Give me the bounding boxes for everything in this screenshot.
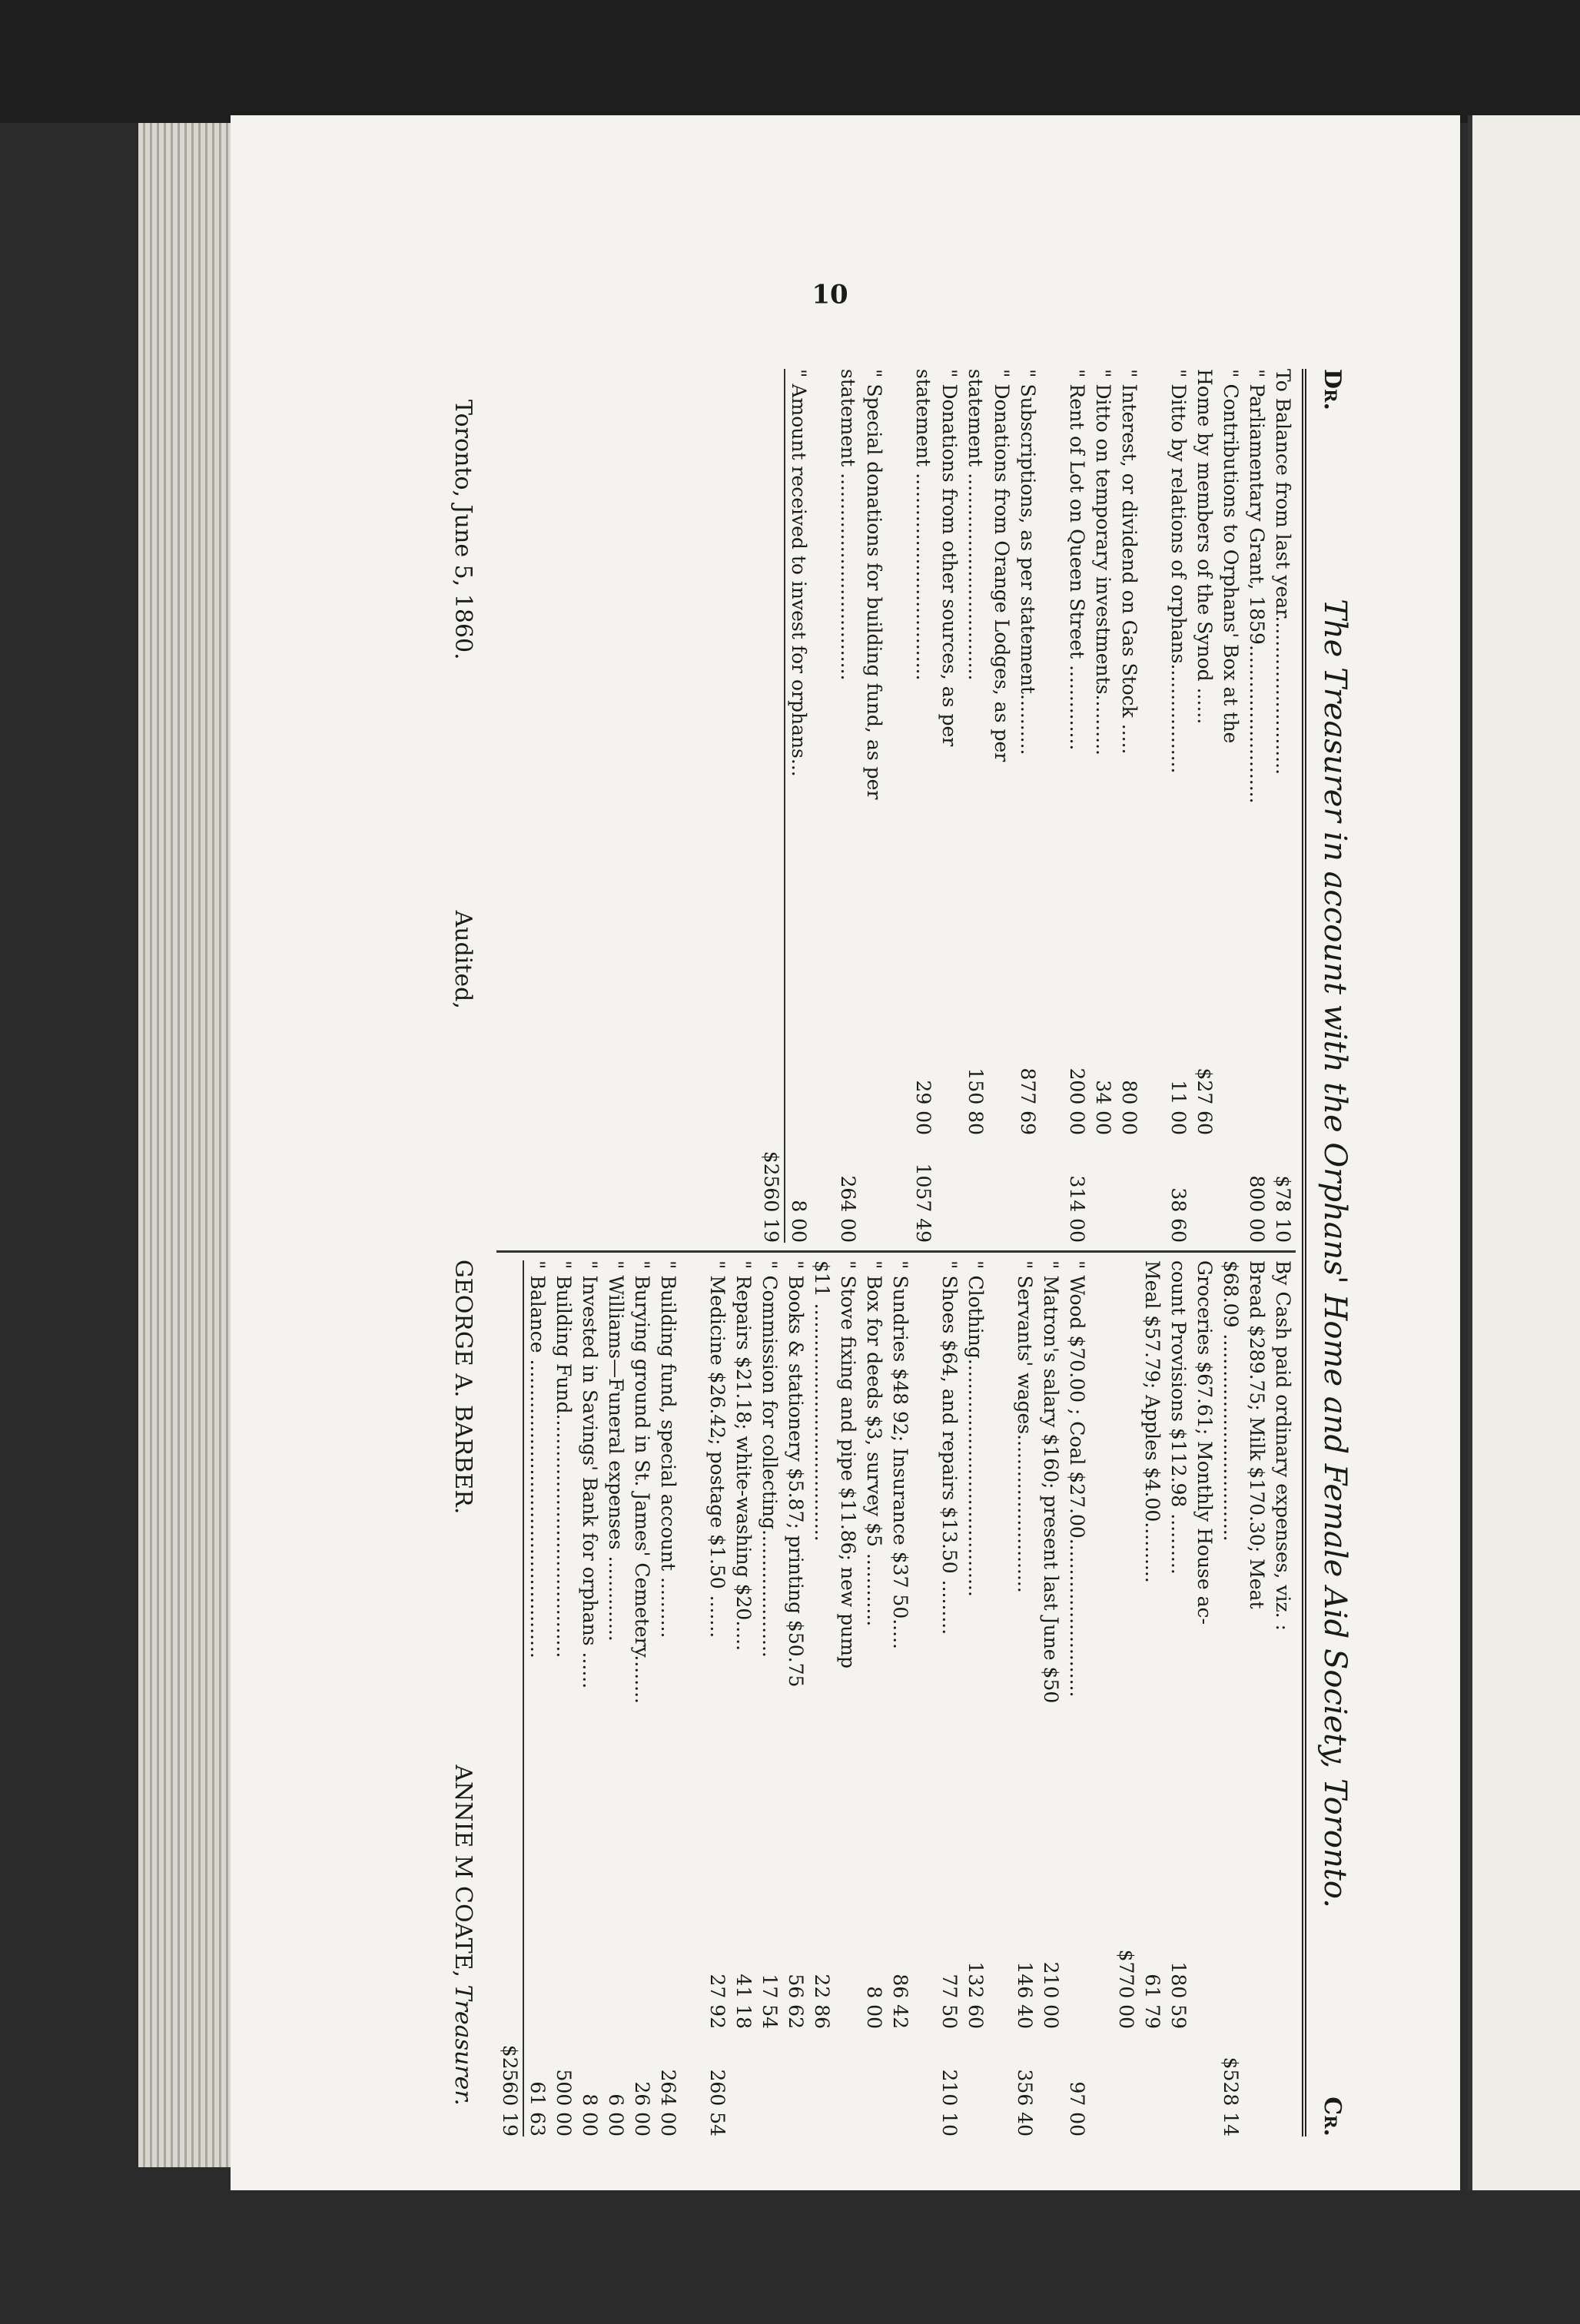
entry-text: " Commission for collecting..................... (758, 1260, 781, 1658)
page-number: 10 (812, 279, 848, 310)
ledger-row (602, 1260, 629, 2136)
ledger-row (962, 369, 988, 1243)
entry-text: " Donations from Orange Lodges, as per (991, 369, 1013, 762)
entry-text: " Subscriptions, as per statement.......... (1017, 369, 1039, 755)
entry-subamount: 22 86 (811, 1974, 833, 2029)
treasurer-signature (450, 1765, 476, 2106)
entry-subamount: 8 00 (863, 1986, 885, 2029)
entry-subamount: 41 18 (732, 1974, 755, 2029)
entry-amount (1191, 2029, 1217, 2136)
entry-amount (1014, 1135, 1041, 1243)
ledger-row (1217, 1260, 1243, 2136)
entry-subamount: $27 60 (1193, 1067, 1216, 1135)
entry-amount (782, 2029, 808, 2136)
entry-text: " Donations from other sources, as per (938, 369, 961, 747)
entry-text: " Wood $70.00 ; Coal $27.00.......................... (1066, 1260, 1088, 1698)
entry-amount: 264 00 (837, 1175, 859, 1243)
entry-text: " Balance ................................................. (526, 1260, 549, 1658)
entry-amount (962, 2029, 988, 2136)
entry-subamount: 56 62 (785, 1974, 807, 2029)
ledger-row (1243, 369, 1270, 1243)
ledger-row (704, 1260, 730, 2136)
facing-page-edge (1468, 115, 1580, 2190)
ledger-row (1064, 1260, 1090, 2136)
entry-amount: 1057 49 (912, 1163, 934, 1243)
ledger-row (808, 1260, 835, 2136)
entry-amount (962, 1135, 988, 1243)
ledger-row (785, 369, 812, 1243)
entry-text: " Sundries $48 92; Insurance $37 50..... (889, 1260, 911, 1649)
entry-text: statement .................................. (837, 369, 859, 681)
entry-amount: 8 00 (788, 1200, 810, 1243)
entry-text: Groceries $67.61; Monthly House ac- (1193, 1260, 1216, 1625)
ledger-row (835, 369, 861, 1243)
ledger-row (1090, 369, 1116, 1243)
ledger-row (835, 1260, 861, 2136)
entry-amount: 97 00 (1066, 2081, 1088, 2136)
ledger-row (1113, 1260, 1139, 2136)
entry-subamount (1064, 1921, 1090, 2029)
entry-amount (835, 2029, 861, 2136)
ledger-total: $2560 19 (499, 2044, 521, 2136)
entry-subamount (988, 1035, 1014, 1135)
entry-text: To Balance from last year.......................... (1272, 369, 1294, 775)
row-gap (887, 369, 910, 1243)
ledger-row (629, 1260, 655, 2136)
ledger-row (1270, 369, 1296, 1243)
entry-subamount: 27 92 (706, 1974, 729, 2029)
ledger-row (861, 1260, 887, 2136)
entry-subamount: 80 00 (1118, 1080, 1140, 1135)
entry-subamount: 210 00 (1040, 1961, 1062, 2029)
entry-amount (1243, 2029, 1270, 2136)
entry-text: statement .................................. (912, 369, 934, 681)
entry-text: " Shoes $64, and repairs $13.50 ......... (938, 1260, 961, 1635)
entry-text: " Williams—Funeral expenses .............. (605, 1260, 627, 1642)
entry-subamount (602, 1921, 629, 2029)
ledger-row (910, 369, 936, 1243)
spacer (758, 369, 784, 1035)
entry-amount: 38 60 (1167, 1187, 1190, 1243)
entry-text: " Amount received to invest for orphans... (788, 369, 810, 777)
ledger-title: The Treasurer in account with the Orphans' Home and Female Aid Society, Toronto. (1317, 599, 1353, 1908)
entry-amount (1217, 1135, 1243, 1243)
spacer (496, 1921, 523, 2029)
entry-subamount: 877 69 (1017, 1067, 1039, 1135)
entry-text: " Stove fixing and pipe $11.86; new pump (837, 1260, 859, 1668)
ledger-row (576, 1260, 602, 2136)
ledger-row (1116, 369, 1142, 1243)
rotated-ledger (207, 279, 1353, 2136)
entry-amount (1139, 2029, 1165, 2136)
dark-backdrop (0, 0, 1580, 123)
entry-text: Bread $289.75; Milk $170.30; Meat (1246, 1260, 1268, 1609)
entry-text: " Books & stationery $5.87; printing $50.75 (785, 1260, 807, 1688)
entry-text: " Burying ground in St. James' Cemetery........ (631, 1260, 653, 1704)
audited-label: Audited, (450, 910, 476, 1009)
entry-amount: 8 00 (579, 2093, 601, 2136)
entry-subamount: 17 54 (758, 1974, 781, 2029)
debit-label: Dr. (1319, 369, 1346, 410)
entry-subamount: 146 40 (1014, 1961, 1036, 2029)
entry-subamount (1191, 1921, 1217, 2029)
entry-amount (1270, 2029, 1296, 2136)
ledger-row (887, 1260, 913, 2136)
entry-amount (887, 2029, 913, 2136)
entry-text: " Building Fund........................................ (553, 1260, 575, 1658)
entry-amount: 800 00 (1246, 1175, 1268, 1243)
ledger-row (962, 1260, 988, 2136)
entry-amount (936, 1135, 962, 1243)
entry-subamount: 180 59 (1167, 1961, 1190, 2029)
ledger-row (524, 1260, 550, 2136)
entry-subamount (835, 1035, 861, 1135)
debit-column (496, 369, 1296, 1253)
ledger-row (1217, 369, 1243, 1243)
ledger-row (1270, 1260, 1296, 2136)
entry-text: " Invested in Savings' Bank for orphans ...... (579, 1260, 601, 1689)
ledger-row (1011, 1260, 1037, 2136)
entry-text: " Repairs $21.18; white-washing $20..... (732, 1260, 755, 1652)
entry-text: " Ditto on temporary investments.......... (1092, 369, 1114, 755)
entry-amount (756, 2029, 782, 2136)
ledger-row (550, 1260, 576, 2136)
ledger-row (936, 1260, 962, 2136)
entry-text: " Matron's salary $160; present last June $50 (1040, 1260, 1062, 1704)
entry-text: " Parliamentary Grant, 1859.......................... (1246, 369, 1268, 804)
treasurer-name: ANNIE M COATE, (450, 1765, 476, 1978)
entry-text (1113, 1260, 1139, 1921)
row-gap (812, 369, 835, 1243)
entry-subamount (1270, 1035, 1296, 1135)
entry-subamount (1217, 1921, 1243, 2029)
ledger-row (988, 369, 1014, 1243)
ledger-row (1064, 369, 1090, 1243)
entry-amount: $528 14 (1220, 2057, 1242, 2136)
entry-subamount (1243, 1921, 1270, 2029)
entry-text: " Rent of Lot on Queen Street .............. (1066, 369, 1088, 751)
row-gap (1041, 369, 1064, 1243)
entry-amount: 356 40 (1014, 2069, 1036, 2136)
entry-subamount: 11 00 (1167, 1080, 1190, 1135)
entry-text: $68.09 .................................. (1220, 1260, 1242, 1542)
entry-amount (988, 1135, 1014, 1243)
entry-subamount (576, 1921, 602, 2029)
entry-text: " Servants' wages.......................... (1014, 1260, 1036, 1593)
entry-amount: 260 54 (706, 2069, 729, 2136)
ledger-columns (496, 369, 1296, 2136)
entry-text: " Medicine $26.42; postage $1.50 ....... (706, 1260, 729, 1638)
ledger-row (1191, 369, 1217, 1243)
entry-text: " Contributions to Orphans' Box at the (1220, 369, 1242, 744)
entry-text: " Clothing....................................... (964, 1260, 987, 1597)
credit-column (496, 1253, 1296, 2136)
entry-subamount: 77 50 (938, 1974, 961, 2029)
ledger-footer (450, 369, 476, 2136)
ledger-total: $2560 19 (760, 1150, 782, 1243)
ledger-row (655, 1260, 681, 2136)
entry-amount: 314 00 (1066, 1175, 1088, 1243)
place-date: Toronto, June 5, 1860. (450, 400, 476, 660)
row-gap (681, 1260, 704, 2136)
entry-subamount (861, 1035, 887, 1135)
entry-subamount: 61 79 (1141, 1974, 1163, 2029)
entry-subamount: 132 60 (964, 1961, 987, 2029)
entry-subamount (936, 1035, 962, 1135)
entry-subamount: 86 42 (889, 1974, 911, 2029)
heading-rule (1302, 369, 1306, 2136)
entry-text: " Special donations for building fund, as per (863, 369, 885, 800)
entry-text: $11 ....................................... (811, 1260, 833, 1542)
credit-label: Cr. (1319, 2097, 1346, 2136)
ledger-row (1139, 1260, 1165, 2136)
ledger-total-row (758, 369, 785, 1243)
ledger-heading (1317, 369, 1353, 2136)
entry-amount (861, 2029, 887, 2136)
entry-subamount: 200 00 (1066, 1067, 1088, 1135)
entry-subamount (1243, 1035, 1270, 1135)
entry-subamount (524, 1921, 550, 2029)
ledger-row (1191, 1260, 1217, 2136)
entry-amount: 264 00 (657, 2069, 679, 2136)
entry-amount: 61 63 (526, 2081, 549, 2136)
row-gap (988, 1260, 1011, 2136)
entry-subamount: $770 00 (1115, 1949, 1137, 2029)
ledger-row (730, 1260, 756, 2136)
entry-subamount (629, 1921, 655, 2029)
entry-subamount (785, 1035, 812, 1135)
ledger-row (936, 369, 962, 1243)
entry-amount (1037, 2029, 1064, 2136)
ledger-row (1165, 369, 1191, 1243)
ledger-row (861, 369, 887, 1243)
entry-amount: 210 10 (938, 2069, 961, 2136)
entry-subamount (1217, 1035, 1243, 1135)
entry-subamount (835, 1921, 861, 2029)
entry-amount (808, 2029, 835, 2136)
entry-amount (1113, 2029, 1139, 2136)
entry-subamount: 150 80 (964, 1067, 987, 1135)
entry-amount: 500 00 (553, 2069, 575, 2136)
entry-subamount (1270, 1921, 1296, 2029)
entry-amount: 6 00 (605, 2093, 627, 2136)
entry-text: " Interest, or dividend on Gas Stock ..... (1118, 369, 1140, 755)
treasurer-title: Treasurer. (450, 1984, 476, 2106)
entry-amount (1165, 2029, 1191, 2136)
ledger-row (1165, 1260, 1191, 2136)
ledger-row (1037, 1260, 1064, 2136)
entry-text: Home by members of the Synod ...... (1193, 369, 1216, 725)
entry-amount (1116, 1135, 1142, 1243)
entry-subamount: 29 00 (912, 1080, 934, 1135)
row-gap (1090, 1260, 1113, 2136)
spacer (758, 1035, 784, 1135)
entry-amount (1090, 1135, 1116, 1243)
row-gap (913, 1260, 936, 2136)
entry-text: " Building fund, special account .......... (657, 1260, 679, 1638)
ledger-row (756, 1260, 782, 2136)
ledger-row (782, 1260, 808, 2136)
entry-text: count Provisions $112.98 .......... (1167, 1260, 1190, 1575)
entry-text: " Ditto by relations of orphans.................. (1167, 369, 1190, 774)
spacer (496, 1260, 523, 1921)
entry-text: By Cash paid ordinary expenses, viz. : (1272, 1260, 1294, 1631)
row-gap (1142, 369, 1165, 1243)
entry-amount: $78 10 (1272, 1175, 1294, 1243)
entry-text: " Box for deeds $3, survey $5 ............ (863, 1260, 885, 1627)
entry-amount (861, 1135, 887, 1243)
entry-subamount: 34 00 (1092, 1080, 1114, 1135)
entry-amount (730, 2029, 756, 2136)
ledger-row (1014, 369, 1041, 1243)
ledger-total-row (496, 1260, 524, 2136)
entry-amount (1191, 1135, 1217, 1243)
entry-subamount (550, 1921, 576, 2029)
entry-text: statement .................................. (964, 369, 987, 681)
entry-amount: 26 00 (631, 2081, 653, 2136)
ledger-row (1243, 1260, 1270, 2136)
auditor-name: GEORGE A. BARBER. (450, 1259, 476, 1515)
entry-text: Meal $57.79; Apples $4.00.......... (1141, 1260, 1163, 1583)
entry-subamount (655, 1921, 681, 2029)
